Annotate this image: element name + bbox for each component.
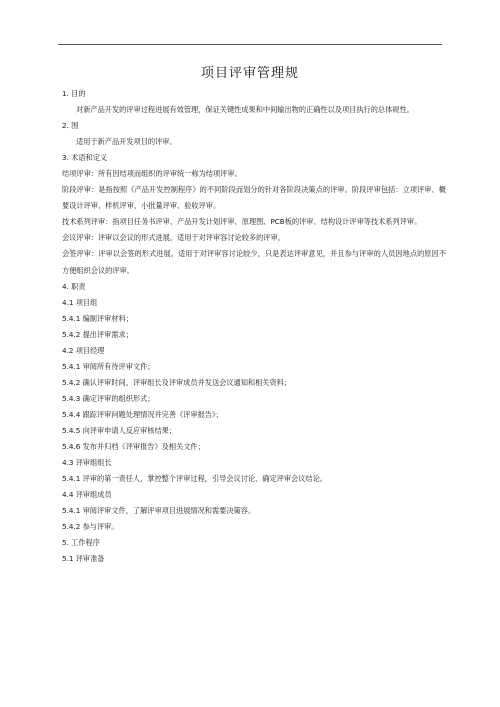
definition-countersign-review: 会签评审：评审以会签的形式进展。适用于对评审容讨论较少，只是表达评审意见，并且参与评审的人员因地点的原因不方便组织会议的评审。 (62, 249, 446, 275)
definition-final-review: 结项评审：所有因结项而组织的评审统一称为结项评审。 (62, 169, 242, 179)
document-body (62, 86, 446, 567)
list-item: 5.4.2 确认评审时间、评审组长及评审成员并发送会议通知和相关资料； (62, 377, 292, 387)
definition-technical-review: 技术系列评审：指项目任务书评审、产品开发计划评审、原理图、PCB板的评审、结构设计评审等技术系列评审。 (62, 217, 422, 227)
list-item: 5.4.4 跟踪评审问题处理情况并完善《评审报告》； (62, 409, 223, 419)
section-2-body: 适用于新产品开发项目的评审。 (76, 137, 177, 147)
list-item: 5.4.1 审阅评审文件，了解评审项目进展情况和需要决策容。 (62, 506, 256, 516)
header-rule (58, 44, 442, 45)
list-item: 5.4.2 提出评审需求； (62, 329, 133, 339)
section-1-heading: 1. 目的 (62, 89, 86, 98)
list-item: 5.4.5 向评审申请人反应审核结果； (62, 425, 177, 435)
section-4-heading: 4. 职责 (62, 281, 86, 291)
list-item: 5.4.6 发布并归档《评审报告》及相关文件； (62, 442, 205, 452)
section-4-4-heading: 4.4 评审组成员 (62, 490, 112, 500)
list-item: 5.4.1 评审的第一责任人，掌控整个评审过程，引导会议讨论、确定评审会议结论。 (62, 474, 327, 484)
section-5-heading: 5. 工作程序 (62, 538, 100, 548)
list-item: 5.4.3 确定评审的组织形式； (62, 393, 155, 403)
definition-phase-review: 阶段评审：是指按照《产品开发控制程序》的不同阶段而划分的针对各阶段决策点的评审。阶段评审包括：立项评审、概要设计评审、样机评审、小批量评审、验收评审。 (62, 185, 446, 211)
section-5-1-heading: 5.1 评审准备 (62, 554, 105, 564)
section-2-heading: 2. 围 (62, 121, 79, 131)
list-item: 5.4.1 编制评审材料； (62, 313, 133, 323)
section-4-1-heading: 4.1 项目组 (62, 297, 98, 307)
section-3-heading: 3. 术语和定义 (62, 153, 108, 163)
list-item: 5.4.2 参与评审。 (62, 522, 119, 532)
section-4-3-heading: 4.3 评审组组长 (62, 458, 112, 468)
definition-meeting-review: 会议评审：评审以会议的形式进展。适用于对评审容讨论较多的评审。 (62, 233, 285, 243)
section-1-body: 对新产品开发的评审过程进展有效管理，保证关键性成果和中间输出物的正确性以及项目执行的总体规性。 (76, 105, 414, 115)
document-title: 项目评审管理规 (200, 66, 299, 81)
section-4-2-heading: 4.2 项目经理 (62, 345, 105, 355)
list-item: 5.4.1 审阅所有待评审文件； (62, 361, 155, 371)
